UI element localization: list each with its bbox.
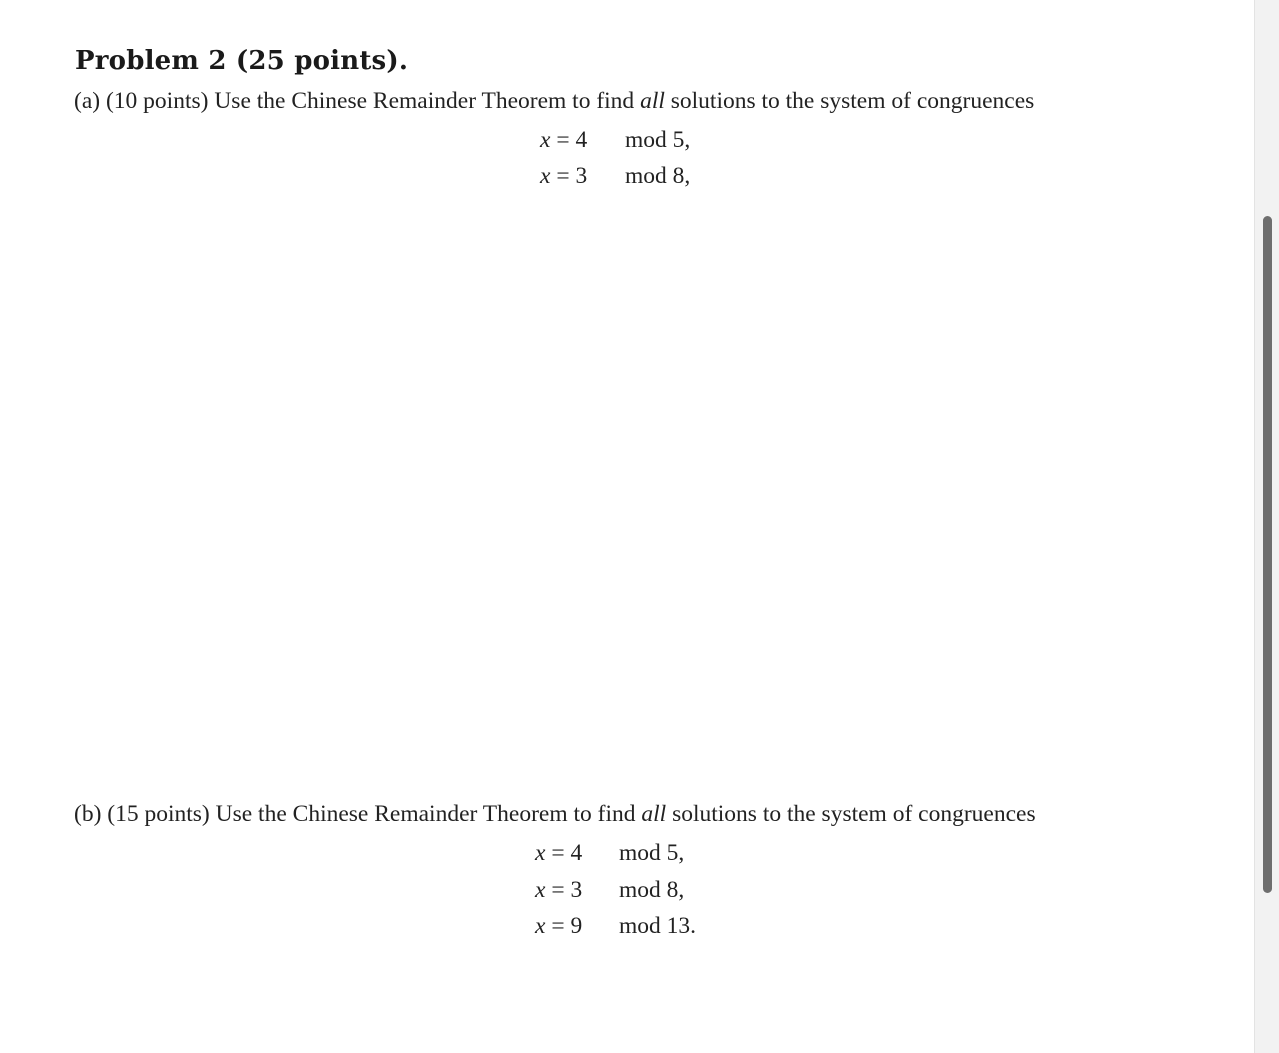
equation-variable: x <box>540 127 551 153</box>
equation-value: = 4 <box>551 840 583 866</box>
equation-variable: x <box>540 163 551 189</box>
equation-lhs <box>535 840 582 867</box>
equation-modulus: mod 13. <box>619 913 697 939</box>
equation-modulus: mod 5, <box>619 840 685 866</box>
vertical-scrollbar[interactable] <box>1254 0 1279 1053</box>
equation-value: = 3 <box>556 163 588 189</box>
part-b-label: (b) <box>74 801 102 827</box>
equation-variable: x <box>535 913 546 939</box>
scrollbar-thumb[interactable] <box>1263 216 1272 893</box>
equation-value: = 3 <box>551 877 583 903</box>
part-b-prompt <box>74 801 1036 828</box>
equation-lhs <box>540 163 587 190</box>
part-a-text-after: solutions to the system of congruences <box>670 88 1035 114</box>
part-a-prompt <box>74 88 1034 115</box>
part-b-text-before: Use the Chinese Remainder Theorem to find <box>215 801 636 827</box>
part-a-emphasis: all <box>640 88 665 114</box>
equation-lhs <box>535 877 582 904</box>
equation-modulus: mod 5, <box>625 127 691 153</box>
part-a-points: (10 points) <box>105 88 209 114</box>
equation-lhs <box>535 913 582 940</box>
equation-value: = 4 <box>556 127 588 153</box>
equation-modulus: mod 8, <box>619 877 685 903</box>
problem-title: Problem 2 (25 points). <box>75 46 409 76</box>
part-a-label: (a) <box>74 88 101 114</box>
part-a-text-before: Use the Chinese Remainder Theorem to find <box>214 88 635 114</box>
equation-lhs <box>540 127 587 154</box>
equation-modulus: mod 8, <box>625 163 691 189</box>
part-b-text-after: solutions to the system of congruences <box>672 801 1036 827</box>
part-b-emphasis: all <box>641 801 667 827</box>
equation-variable: x <box>535 877 546 903</box>
equation-variable: x <box>535 840 546 866</box>
part-b-points: (15 points) <box>107 801 210 827</box>
equation-value: = 9 <box>551 913 583 939</box>
